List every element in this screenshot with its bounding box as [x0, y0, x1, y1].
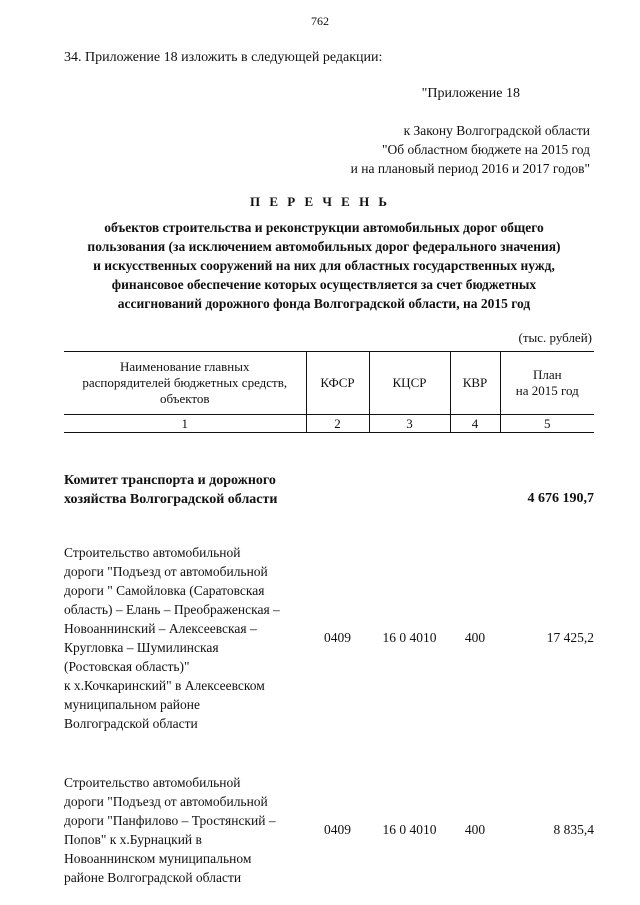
object-name-line: муниципальном районе	[64, 697, 200, 712]
subtitle-line: объектов строительства и реконструкции автомобильных дорог общего	[104, 220, 544, 235]
object-kcsr: 16 0 4010	[382, 822, 437, 837]
table-header-row	[64, 352, 594, 415]
appendix-heading: "Приложение 18	[421, 86, 520, 101]
amendment-intro: 34. Приложение 18 изложить в следующей редакции:	[64, 50, 383, 65]
object-name-line: Строительство автомобильной	[64, 775, 241, 790]
object-name-line: дороги "Подъезд от автомобильной	[64, 794, 268, 809]
object-name-line: к х.Кочкаринский" в Алексеевском	[64, 678, 265, 693]
column-number-row	[64, 415, 594, 433]
list-title: П Е Р Е Ч Е Н Ь	[249, 194, 391, 209]
object-kfsr: 0409	[324, 630, 351, 645]
table-row	[64, 543, 594, 733]
law-reference-line: "Об областном бюджете на 2015 год	[382, 142, 590, 157]
object-kcsr: 16 0 4010	[382, 630, 437, 645]
column-number: 3	[369, 415, 450, 433]
object-name-line: Новоаннинском муниципальном	[64, 851, 252, 866]
object-name-line: дороги "Панфилово – Тростянский –	[64, 813, 276, 828]
object-name-line: дороги "Подъезд от автомобильной	[64, 564, 268, 579]
column-number: 4	[450, 415, 500, 433]
object-plan: 17 425,2	[546, 630, 594, 645]
subtitle-line: и искусственных сооружений на них для областных государственных нужд,	[93, 258, 555, 273]
subtitle-line: пользования (за исключением автомобильных дорог федерального значения)	[87, 239, 561, 254]
law-reference-line: и на плановый период 2016 и 2017 годов"	[350, 161, 590, 176]
object-plan: 8 835,4	[553, 822, 594, 837]
header-name-line: объектов	[159, 391, 210, 406]
object-name-line: Кругловка – Шумилинская	[64, 640, 219, 655]
table-row	[64, 773, 594, 887]
subtitle-line: ассигнований дорожного фонда Волгоградской области, на 2015 год	[117, 296, 531, 311]
object-name-line: районе Волгоградской области	[64, 870, 242, 885]
object-name-line: Волгоградской области	[64, 716, 198, 731]
committee-name	[64, 471, 500, 509]
column-number: 1	[64, 415, 306, 433]
committee-plan-total: 4 676 190,7	[527, 491, 594, 506]
object-name	[64, 543, 306, 733]
object-kvr: 400	[464, 630, 486, 645]
object-name-line: Попов" к х.Бурнацкий в	[64, 832, 202, 847]
header-plan-line: на 2015 год	[515, 383, 579, 398]
column-number: 2	[306, 415, 369, 433]
object-name-line: область) – Елань – Преображенская –	[64, 602, 280, 617]
object-name	[64, 773, 306, 887]
column-number: 5	[500, 415, 594, 433]
header-kfsr: КФСР	[306, 352, 369, 415]
header-kcsr: КЦСР	[369, 352, 450, 415]
header-name-line: распорядителей бюджетных средств,	[82, 375, 288, 390]
header-name	[64, 352, 306, 415]
header-kvr: КВР	[450, 352, 500, 415]
units-label: (тыс. рублей)	[518, 330, 592, 345]
committee-name-line: Комитет транспорта и дорожного	[64, 473, 276, 488]
header-name-line: Наименование главных	[120, 359, 250, 374]
object-name-line: (Ростовская область)"	[64, 659, 190, 674]
budget-table	[64, 351, 594, 887]
committee-row	[64, 471, 594, 509]
object-name-line: дороги " Самойловка (Саратовская	[64, 583, 265, 598]
object-name-line: Новоаннинский – Алексеевская –	[64, 621, 257, 636]
page-number: 762	[311, 14, 329, 28]
law-reference-line: к Закону Волгоградской области	[403, 123, 590, 138]
law-reference	[290, 121, 590, 178]
committee-name-line: хозяйства Волгоградской области	[64, 492, 278, 507]
header-plan-line: План	[532, 367, 562, 382]
object-kvr: 400	[464, 822, 486, 837]
object-name-line: Строительство автомобильной	[64, 545, 241, 560]
object-kfsr: 0409	[324, 822, 351, 837]
header-plan	[500, 352, 594, 415]
subtitle-line: финансовое обеспечение которых осуществляется за счет бюджетных	[111, 277, 537, 292]
list-subtitle	[58, 218, 590, 313]
